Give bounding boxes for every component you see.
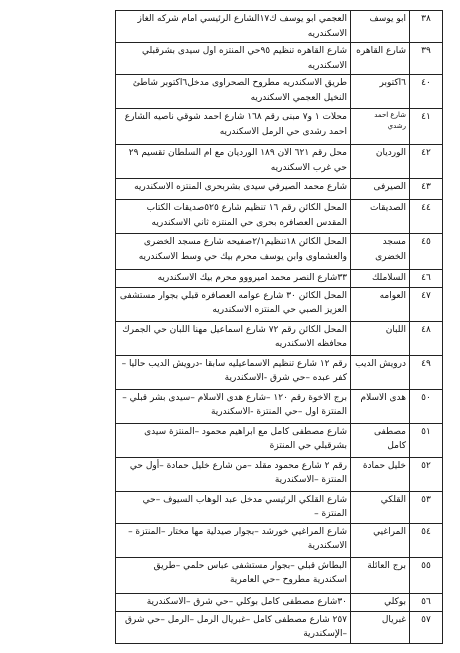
table-row	[116, 234, 443, 270]
row-number: ٥٠	[410, 389, 443, 423]
branch-name: برج العائلة	[351, 557, 410, 593]
table-row	[116, 11, 443, 43]
branches-table	[115, 10, 443, 644]
branch-name: اللبان	[351, 321, 410, 355]
row-number: ٥٥	[410, 557, 443, 593]
branch-address: المحل الكائن ١٨تنظيم٢/١صفيحه شارع مسجد الخضرى والعشماوى وابن يوسف محرم بيك حي وسط الاسكندريه	[116, 234, 351, 270]
branch-address: المحل الكائن ٣٠ شارع عوامه العصافره قبلي بجوار مستشفى العزيز الصبي حي المنتزه الاسكندريه	[116, 287, 351, 321]
table-row	[116, 611, 443, 643]
table-row	[116, 457, 443, 491]
branch-address: ٣٣شارع النصر محمد اميرووو محرم بيك الاسكندريه	[116, 270, 351, 288]
branch-name: القلكي	[351, 491, 410, 523]
row-number: ٤٨	[410, 321, 443, 355]
row-number: ٤٢	[410, 145, 443, 179]
table-row	[116, 593, 443, 611]
table-row	[116, 145, 443, 179]
row-number: ٥٦	[410, 593, 443, 611]
table-row	[116, 491, 443, 523]
row-number: ٥٤	[410, 523, 443, 557]
table-row	[116, 389, 443, 423]
row-number: ٤٤	[410, 200, 443, 234]
branch-name: درويش الديب	[351, 355, 410, 389]
branch-name: خليل حمادة	[351, 457, 410, 491]
table-row	[116, 557, 443, 593]
table-row	[116, 355, 443, 389]
branch-address: محلات ١ و٧ مبنى رقم ١٦٨ شارع احمد شوقي ناصيه الشارع احمد رشدى حي الرمل الاسكندريه	[116, 109, 351, 145]
branch-name: ابو يوسف	[351, 11, 410, 43]
branch-address: ٣٠شارع مصطفى كامل بوكلي –حي شرق –الاسكندرية	[116, 593, 351, 611]
branch-address: شارع مصطفى كامل مع ابراهيم محمود –المنتزة سيدى بشرقبلي حي المنتزة	[116, 423, 351, 457]
branch-name: هدى الاسلام	[351, 389, 410, 423]
branch-name: الصديقات	[351, 200, 410, 234]
table-row	[116, 523, 443, 557]
branch-address: طريق الاسكندريه مطروح الصحراوى مدخل٦اكتوبر شاطئ النخيل العجمي الاسكندريه	[116, 75, 351, 109]
branch-name: شارع القاهره	[351, 43, 410, 75]
table-row	[116, 75, 443, 109]
branch-name: بوكلي	[351, 593, 410, 611]
row-number: ٤١	[410, 109, 443, 145]
row-number: ٤٦	[410, 270, 443, 288]
branch-address: برج الاخوة رقم ١٢٠ –شارع هدى الاسلام –سيدى بشر قبلي – المنتزة اول –حي المنتزة -الاسكندرية	[116, 389, 351, 423]
table-row	[116, 43, 443, 75]
branch-name: ٦اكتوبر	[351, 75, 410, 109]
table-row	[116, 179, 443, 200]
row-number: ٥٢	[410, 457, 443, 491]
table-row	[116, 200, 443, 234]
branch-name: غبريال	[351, 611, 410, 643]
branch-address: رقم ١٢ شارع تنظيم الاسماعيليه سابقا -درويش الديب حاليا –كفر عبده –حي شرق -الاسكندرية	[116, 355, 351, 389]
row-number: ٤٩	[410, 355, 443, 389]
table-row	[116, 287, 443, 321]
branch-address: المحل الكائن رقم ١٦ تنظيم شارع ٥٢٥صديقات الكتاب المقدس العصافره بحرى حي المنتزه ثاني الاسكندريه	[116, 200, 351, 234]
row-number: ٣٩	[410, 43, 443, 75]
branch-name: مصطفى كامل	[351, 423, 410, 457]
branch-address: شارع القلكي الرئيسي مدخل عبد الوهاب السيوف –حي المنتزة –	[116, 491, 351, 523]
branch-address: شارع محمد الصيرفي سيدى بشربحرى المنتزه الاسكندريه	[116, 179, 351, 200]
row-number: ٥٣	[410, 491, 443, 523]
branch-name: الصيرفى	[351, 179, 410, 200]
branch-address: محل رقم ٦٢١ الان ١٨٩ الورديان مع ام السلطان تقسيم ٢٩ حي غرب الاسكندريه	[116, 145, 351, 179]
branch-address: ٢٥٧ شارع مصطفى كامل –غبريال الرمل –الرمل –حي شرق –الإسكندرية	[116, 611, 351, 643]
branch-name: العوامه	[351, 287, 410, 321]
branch-name: المراغيي	[351, 523, 410, 557]
table-row	[116, 423, 443, 457]
table-row	[116, 270, 443, 288]
row-number: ٤٧	[410, 287, 443, 321]
branch-name: السلاملك	[351, 270, 410, 288]
branch-address: المحل الكائن رقم ٧٢ شارع اسماعيل مهنا اللبان حي الجمرك محافظه الاسكندريه	[116, 321, 351, 355]
table-row	[116, 321, 443, 355]
branch-name: مسجد الخضرى	[351, 234, 410, 270]
branch-address: شارع القاهره تنظيم ٩٥حي المنتزه اول سيدى بشرقبلي الاسكندريه	[116, 43, 351, 75]
branch-address: رقم ٢ شارع محمود مقلد –من شارع خليل حمادة –أول حي المنتزة –الاسكندرية	[116, 457, 351, 491]
row-number: ٤٣	[410, 179, 443, 200]
row-number: ٥١	[410, 423, 443, 457]
row-number: ٤٠	[410, 75, 443, 109]
branch-address: البطاش قبلي –بجوار مستشفى عباس حلمي –طريق اسكندرية مطروح –حي العامرية	[116, 557, 351, 593]
branch-name: الورديان	[351, 145, 410, 179]
table-row	[116, 109, 443, 145]
branch-address: شارع المراغيي خورشد –بجوار صيدلية مها مختار –المنتزة – الاسكندرية	[116, 523, 351, 557]
row-number: ٥٧	[410, 611, 443, 643]
row-number: ٤٥	[410, 234, 443, 270]
branch-address: العجمي ابو يوسف ك١٧الشارع الرئيسي امام شركه الغاز الاسكندريه	[116, 11, 351, 43]
row-number: ٣٨	[410, 11, 443, 43]
branch-name: شارع احمد رشدي	[351, 109, 410, 145]
